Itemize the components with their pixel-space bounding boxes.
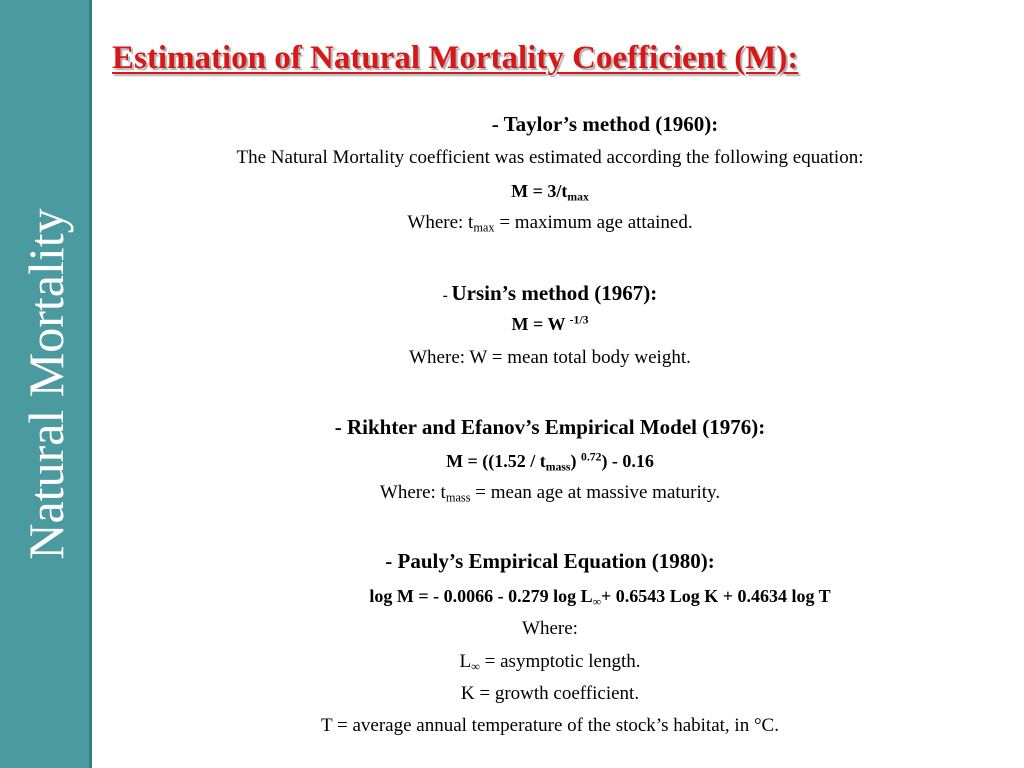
pauly-linf-pre: L (459, 651, 472, 672)
pauly-linf-sub: ∞ (471, 659, 480, 674)
rikhter-where-post: = mean age at massive maturity. (470, 482, 721, 503)
rikhter-where-sub: mass (445, 490, 471, 505)
pauly-heading: - Pauly’s Empirical Equation (1980): (385, 549, 715, 573)
rikhter-heading: - Rikhter and Efanov’s Empirical Model (1976): (334, 415, 766, 439)
taylor-where-post: = maximum age attained. (494, 212, 693, 233)
ursin-heading-dash: - (442, 288, 452, 304)
rikhter-eq-sup: 0.72 (580, 450, 602, 464)
taylor-where-pre: Where: t (407, 212, 474, 233)
ursin-heading-text: Ursin’s method (1967): (451, 281, 658, 305)
taylor-eq-sub: max (567, 190, 589, 204)
taylor-heading: - Taylor’s method (1960): (491, 112, 719, 136)
rikhter-where-pre: Where: t (379, 482, 446, 503)
pauly-eq-pre: log M = - 0.0066 - 0.279 log L (369, 586, 593, 606)
rikhter-eq-post: ) - 0.16 (601, 451, 654, 471)
ursin-eq-main: M = W (511, 314, 570, 334)
rikhter-eq-sub: mass (545, 460, 571, 474)
rikhter-eq-mid: ) (570, 451, 581, 471)
slide-title: Estimation of Natural Mortality Coefficient (M): (112, 40, 799, 76)
sidebar-panel (0, 0, 92, 768)
pauly-k: K = growth coefficient. (460, 683, 640, 704)
taylor-where-sub: max (473, 220, 495, 235)
ursin-equation (100, 314, 1000, 335)
taylor-where (100, 212, 1000, 234)
pauly-t: T = average annual temperature of the stock’s habitat, in °C. (321, 715, 779, 736)
pauly-equation (150, 586, 1024, 607)
sidebar-title: Natural Mortality (18, 208, 74, 560)
pauly-eq-sub: ∞ (592, 595, 601, 609)
rikhter-equation (100, 451, 1000, 472)
pauly-where: Where: (522, 618, 578, 639)
pauly-eq-post: + 0.6543 Log K + 0.4634 log T (600, 586, 831, 606)
taylor-eq-main: M = 3/t (511, 181, 568, 201)
ursin-eq-sup: -1/3 (569, 313, 589, 327)
taylor-intro: The Natural Mortality coefficient was estimated according the following equation: (236, 147, 864, 168)
rikhter-where (100, 482, 1000, 504)
ursin-heading (100, 281, 1000, 306)
pauly-linf (100, 651, 1000, 673)
rikhter-eq-pre: M = ((1.52 / t (446, 451, 546, 471)
taylor-equation (100, 181, 1000, 202)
pauly-linf-post: = asymptotic length. (479, 651, 641, 672)
ursin-where: Where: W = mean total body weight. (409, 347, 691, 368)
